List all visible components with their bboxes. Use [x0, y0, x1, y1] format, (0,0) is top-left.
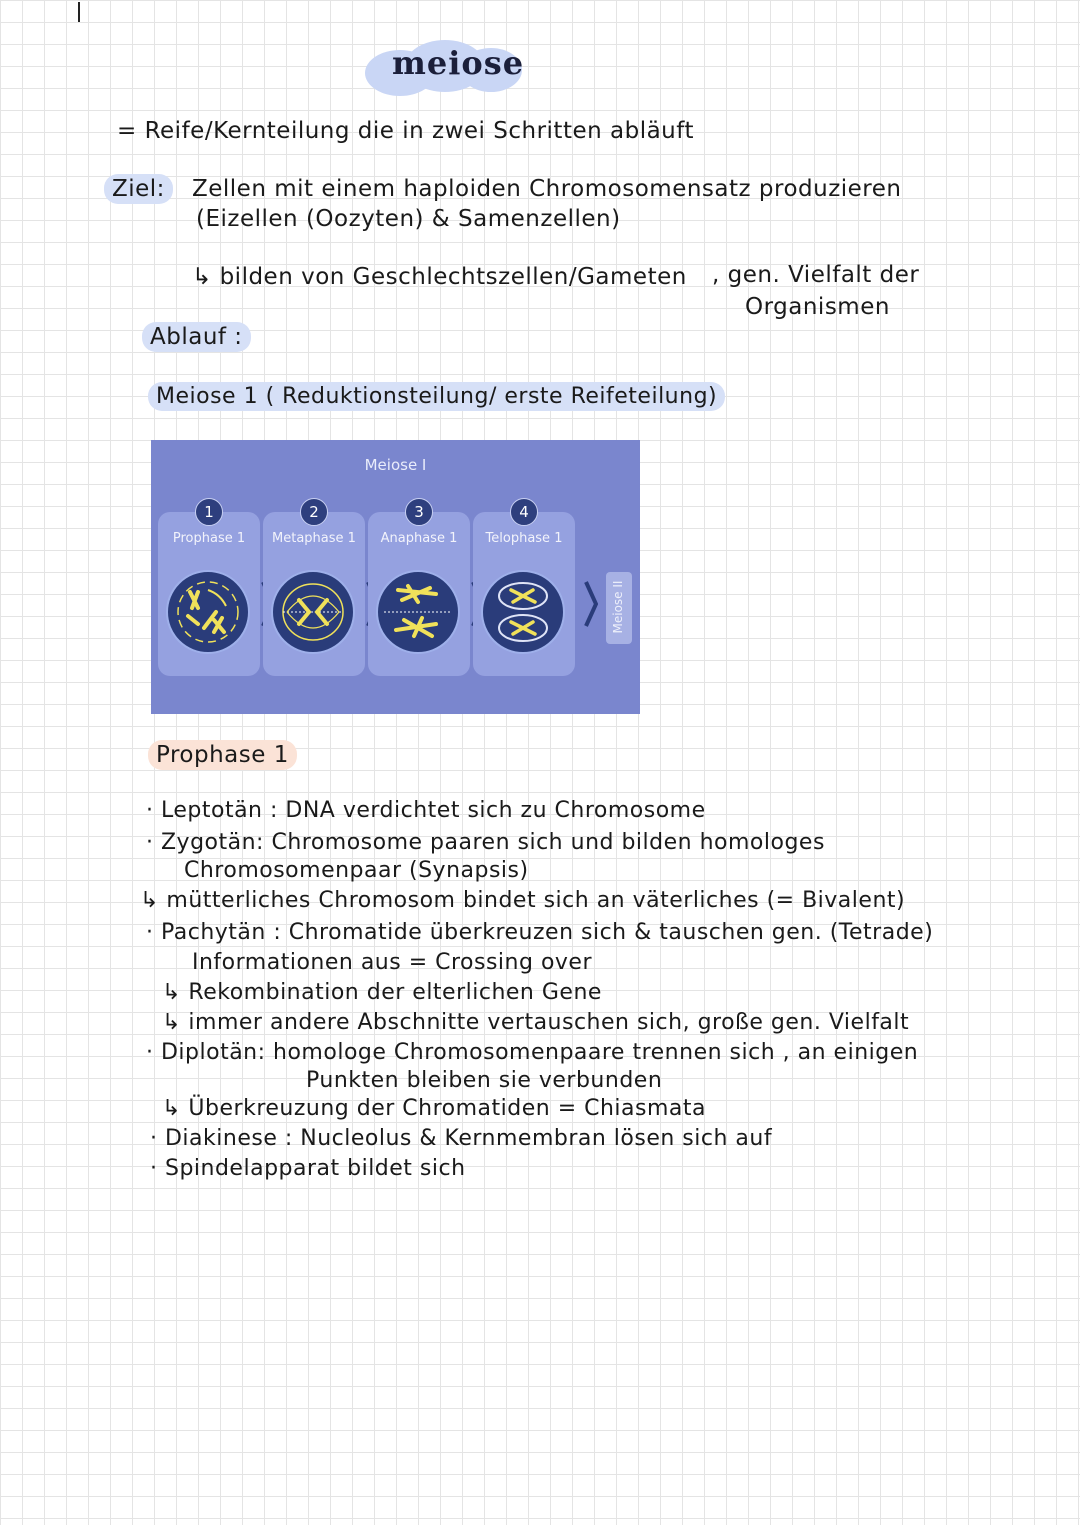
diagram-title: Meiose I: [364, 456, 427, 474]
page-title: meiose: [392, 44, 525, 82]
note-line: · Diakinese : Nucleolus & Kernmembran lösen sich auf: [150, 1126, 773, 1151]
note-line: ↳ mütterliches Chromosom bindet sich an väterliches (= Bivalent): [140, 888, 906, 913]
meiose2-tab: [606, 572, 632, 644]
phase-card-telophase: [473, 503, 575, 676]
text-cursor: [78, 2, 80, 22]
phase-number: 3: [405, 498, 433, 526]
phase-label: Metaphase 1: [272, 531, 356, 546]
note-line: Punkten bleiben sie verbunden: [306, 1068, 663, 1093]
ziel-text: Zellen mit einem haploiden Chromosomensatz produzieren: [192, 176, 902, 202]
note-line: · Diplotän: homologe Chromosomenpaare trennen sich , an einigen: [146, 1040, 919, 1065]
phase-label: Telophase 1: [485, 531, 563, 546]
note-line: · Spindelapparat bildet sich: [150, 1156, 466, 1181]
note-line: Chromosomenpaar (Synapsis): [184, 858, 529, 883]
ablauf-label: Ablauf :: [142, 322, 251, 352]
note-line: Informationen aus = Crossing over: [192, 950, 593, 975]
phase-label: Prophase 1: [172, 531, 246, 546]
cell-prophase-icon: [166, 570, 250, 654]
phase-card-prophase: [158, 503, 260, 676]
cell-anaphase-icon: [376, 570, 460, 654]
definition-line: = Reife/Kernteilung die in zwei Schritten abläuft: [117, 118, 694, 144]
phase-number: 2: [300, 498, 328, 526]
note-line: ↳ Rekombination der elterlichen Gene: [162, 980, 602, 1005]
note-line: ↳ immer andere Abschnitte vertauschen sich, große gen. Vielfalt: [162, 1010, 910, 1035]
phase-card-metaphase: [263, 503, 365, 676]
note-line: · Leptotän : DNA verdichtet sich zu Chromosome: [146, 798, 706, 823]
vielfalt-line: , gen. Vielfalt der: [712, 262, 920, 288]
phase-number: 1: [195, 498, 223, 526]
note-line: · Pachytän : Chromatide überkreuzen sich & tauschen gen. (Tetrade): [146, 920, 934, 945]
prophase-heading: Prophase 1: [148, 740, 297, 770]
ziel-label: Ziel:: [104, 174, 173, 204]
phase-card-anaphase: [368, 503, 470, 676]
cell-metaphase-icon: [271, 570, 355, 654]
organismen-text: Organismen: [745, 294, 890, 320]
note-line: ↳ Überkreuzung der Chromatiden = Chiasmata: [162, 1096, 707, 1121]
cell-telophase-icon: [481, 570, 565, 654]
ziel-subtext: (Eizellen (Oozyten) & Samenzellen): [196, 206, 621, 232]
meiose1-heading: Meiose 1 ( Reduktionsteilung/ erste Reifeteilung): [148, 382, 725, 411]
gameten-line: ↳ bilden von Geschlechtszellen/Gameten: [192, 264, 687, 290]
phase-label: Anaphase 1: [380, 531, 458, 546]
phase-number: 4: [510, 498, 538, 526]
note-line: · Zygotän: Chromosome paaren sich und bilden homologes: [146, 830, 825, 855]
meiose-diagram: [151, 440, 640, 714]
meiose2-label: Meiose II: [611, 580, 625, 634]
chevron-right-icon: [584, 580, 598, 628]
